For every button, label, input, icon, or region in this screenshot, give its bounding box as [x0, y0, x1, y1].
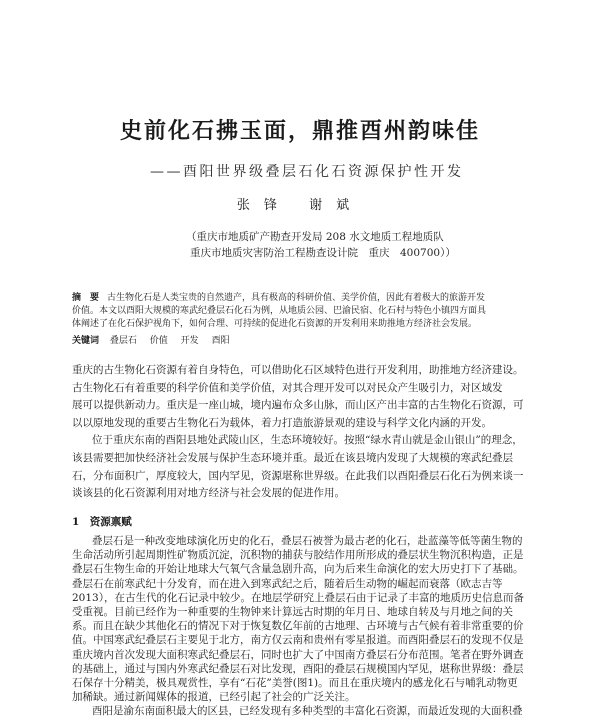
body-line: 叠层石生物生命的开始让地球大气氧气含量急剧升高，向为后来生命演化的宏大历史打下了基础。 — [72, 563, 524, 576]
body-line: 2013），在古生代的化石记录中较少。在地层学研究上叠层石由于记录了丰富的地质历史信息而备 — [72, 591, 524, 604]
abstract-text: 古生物化石是人类宝贵的自然遗产，具有极高的科研价值、美学价值，因此有着极大的旅游开发 — [107, 293, 486, 303]
abstract-line: 价值。本文以酉阳大规模的寒武纪叠层石化石为例，从地质公园、巴渝民宿、化石村与特色小镇四方面具 — [72, 306, 487, 316]
section-heading: 1 资源禀赋 — [72, 516, 132, 528]
abstract-line — [72, 292, 534, 305]
abstract-line: 体阐述了在化石保护视角下，如何合理、可持续的促进化石资源的开发利用来助推地方经济社会发展。 — [72, 319, 478, 329]
body-line: 重庆的古生物化石资源有着自身特色，可以借助化石区域特色进行开发利用，助推地方经济建设。 — [72, 364, 524, 376]
body-line: 加稀缺。通过新闻媒体的报道，已经引起了社会的广泛关注。 — [72, 691, 356, 704]
body-line: 酉阳是渝东南面积最大的区县，已经发现有多种类型的丰富化石资源，而最近发现的大面积叠 — [92, 705, 523, 718]
keywords — [72, 333, 240, 346]
body-line: 谈该县的化石资源利用对地方经济与社会发展的促进作用。 — [72, 487, 345, 500]
body-line: 以以原地发现的重要古生物化石为载体，着力打造旅游景观的建设与科学文化内涵的开发。 — [72, 416, 492, 429]
body-line: 重庆境内首次发现大面积寒武纪叠层石，同时也扩大了中国南方叠层石分布范围。笔者在野外调查 — [72, 648, 524, 661]
body-line: 位于重庆东南的酉阳县地处武陵山区，生态环境较好。按照“绿水青山就是金山银山”的理念， — [92, 434, 523, 447]
body-line: 古生物化石有着重要的科学价值和美学价值，对其合理开发可以对民众产生吸引力，对区域发 — [72, 381, 503, 394]
article-title: 史前化石拂玉面，鼎推酉州韵味佳 — [119, 118, 480, 144]
keyword: 酉阳 — [211, 336, 230, 346]
body-line: 石，分布面积广，厚度较大，国内罕见，资源堪称世界级。在此我们以酉阳叠层石化石为例来谈一 — [72, 469, 524, 482]
affiliation-line: （重庆市地质矿产勘查开发局 208 水文地质工程地质队 — [186, 231, 444, 243]
body-line: 石保存十分精美，极具观赏性，享有“石花”美誉(图1)。而且在重庆境内的感龙化石与哺乳动物更 — [72, 677, 518, 690]
intro-paragraphs — [72, 362, 534, 503]
body-line: 叠层石是一种改变地球演化历史的化石，叠层石被誉为最古老的化石，赴蓝藻等低等菌生物的 — [92, 535, 523, 547]
keyword: 叠层石 — [109, 336, 137, 346]
affiliation — [186, 229, 456, 261]
author-name-char: 斌 — [336, 198, 364, 213]
section-paragraphs — [72, 534, 534, 719]
keywords-label: 关键词 — [72, 336, 100, 346]
article-subtitle: ——酉阳世界级叠层石化石资源保护性开发 — [150, 164, 464, 180]
body-line: 叠层石在前寒武纪十分发育，而在进入到寒武纪之后，随着后生动物的崛起而衰落（欧志吉等 — [72, 577, 503, 590]
keyword: 价值 — [149, 336, 168, 346]
keyword: 开发 — [180, 336, 199, 346]
author-name-char: 谢 — [309, 198, 337, 213]
affiliation-line: 重庆市地质灾害防治工程勘查设计院 重庆 400700）） — [190, 247, 456, 259]
body-line: 展可以提供新动力。重庆是一座山城，境内遍布众多山脉，而山区产出丰富的古生物化石资源，可 — [72, 399, 524, 412]
abstract-label: 摘 要 — [72, 293, 100, 303]
body-line: 受重视。目前已经作为一种重要的生物钟来计算远古时期的年月日、地球自转及与月地之间的关 — [72, 606, 513, 619]
body-line: 生命活动所引起周期性矿物质沉淀，沉积物的捕获与胶结作用所形成的叠层状生物沉积构造，正是 — [72, 549, 524, 562]
body-line: 该县需要把加快经济社会发展与保护生态环境并重。最近在该县境内发现了大规模的寒武纪叠层 — [72, 451, 513, 464]
body-line: 系。而且在缺少其他化石的情况下对于恢复数亿年前的古地理、古环境与古气候有着非常重要的价 — [72, 620, 524, 633]
body-line: 值。中国寒武纪叠层石主要见于北方，南方仅云南和贵州有零星报道。而酉阳叠层石的发现不仅是 — [72, 634, 524, 647]
author-name-char: 锋 — [263, 198, 291, 213]
body-line: 的基础上，通过与国内外寒武纪叠层石对比发现，酉阳的叠层石规模国内罕见，堪称世界级：叠层 — [72, 662, 524, 675]
abstract — [72, 292, 534, 331]
author-list — [0, 194, 600, 213]
author-name-char: 张 — [236, 198, 264, 213]
